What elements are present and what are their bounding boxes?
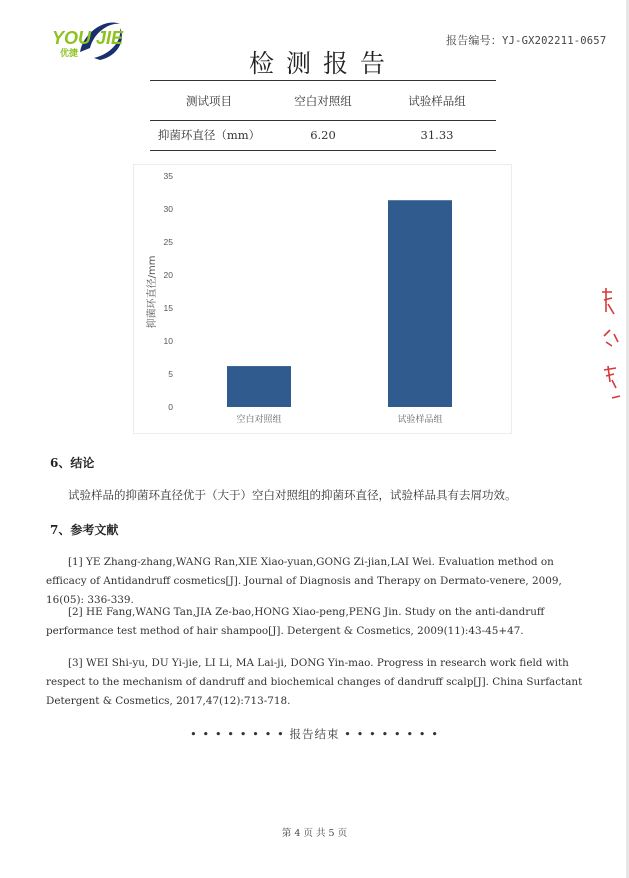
reference-item: [2] HE Fang,WANG Tan,JIA Ze-bao,HONG Xiao-peng,PENG Jin. Study on the anti-dandruff performance test method of hair shampoo[J]. Detergent & Cosmetics, 2009(11):43-45+47. [46, 606, 545, 637]
table-cell: 6.20 [310, 128, 336, 142]
y-tick-label: 5 [168, 369, 173, 379]
y-tick-label: 20 [163, 270, 173, 280]
report-number-value: YJ-GX202211-0657 [502, 35, 607, 47]
y-tick-label: 0 [168, 402, 173, 412]
table-header-cell: 测试项目 [186, 94, 232, 108]
table-row [150, 120, 496, 150]
y-tick-label: 35 [163, 171, 173, 181]
chart-border [134, 165, 512, 434]
x-tick-label: 试验样品组 [397, 415, 443, 425]
y-tick-label: 10 [163, 336, 173, 346]
table-header-cell: 试验样品组 [408, 94, 466, 108]
bar [388, 200, 452, 407]
table-cell: 抑菌环直径（mm） [157, 128, 261, 142]
x-tick-label: 空白对照组 [236, 415, 282, 425]
page-number: 第 4 页 共 5 页 [281, 828, 348, 839]
y-tick-label: 25 [163, 237, 173, 247]
report-number-label: 报告编号： [446, 34, 502, 47]
seal-stamp-fragment [598, 284, 626, 404]
reference-item: [1] YE Zhang-zhang,WANG Ran,XIE Xiao-yuan,GONG Zi-jian,LAI Wei. Evaluation method on efficacy of Antidandruff cosmetics[J]. Journal of Diagnosis and Therapy on Dermato-venere, 2009, 16(05): 336-339. [46, 556, 562, 606]
logo-text: YOU JIE [52, 28, 124, 48]
reference-item: [3] WEI Shi-yu, DU Yi-jie, LI Li, MA Lai-ji, DONG Yin-mao. Progress in research work field with respect to the mechanism of dandruff and biochemical changes of dandruff scalp[J]. China Surfactant Detergent & Cosmetics, 2017,47(12):713-718. [46, 657, 583, 707]
bar-chart [133, 164, 512, 434]
report-end: • • • • • • • • 报告结束 • • • • • • • • [189, 727, 440, 741]
bar [227, 366, 291, 407]
conclusion-text: 试验样品的抑菌环直径优于（大于）空白对照组的抑菌环直径，试验样品具有去屑功效。 [68, 488, 517, 502]
y-tick-label: 15 [163, 303, 173, 313]
table-cell: 31.33 [420, 128, 454, 142]
references-heading: 7、参考文献 [50, 523, 119, 537]
page-title: 检测报告 [248, 49, 397, 78]
table-bottom-rule [150, 150, 496, 151]
title-rule [150, 80, 496, 81]
table-header-row [150, 86, 496, 116]
conclusion-heading: 6、结论 [50, 456, 95, 470]
table-header-cell: 空白对照组 [294, 94, 352, 108]
y-tick-label: 30 [163, 204, 173, 214]
logo-subtext: 优捷 [60, 49, 79, 59]
company-logo [50, 14, 136, 64]
y-axis-label: 抑菌环直径/mm [147, 255, 158, 329]
